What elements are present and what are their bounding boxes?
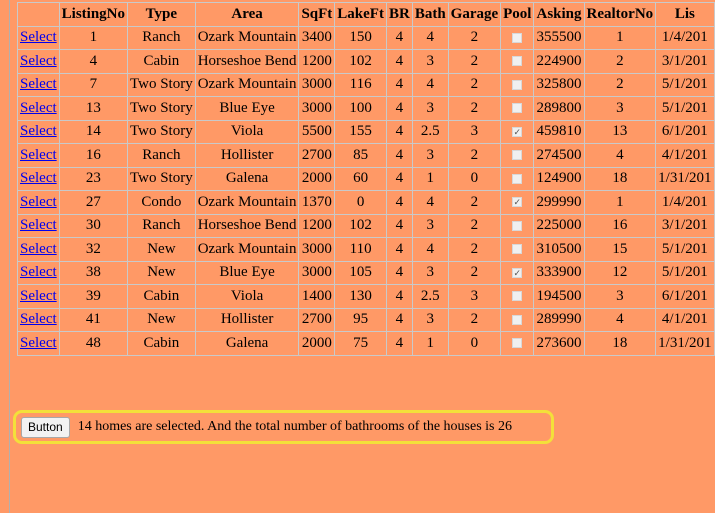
cell-listingno: 23	[59, 167, 127, 191]
cell-listingno: 48	[59, 332, 127, 356]
cell-type: Cabin	[128, 332, 196, 356]
cell-br: 4	[386, 120, 412, 144]
cell-asking: 289800	[534, 97, 584, 121]
cell-listdate: 1/31/201	[656, 167, 714, 191]
cell-realtorno: 18	[584, 332, 656, 356]
cell-bath: 4	[412, 238, 448, 262]
select-link[interactable]: Select	[20, 29, 57, 46]
cell-listdate: 5/1/201	[656, 238, 714, 262]
cell-realtorno: 4	[584, 144, 656, 168]
cell-lakeft: 95	[335, 308, 387, 332]
cell-area: Blue Eye	[195, 97, 299, 121]
select-link[interactable]: Select	[20, 52, 57, 69]
table-header-row	[18, 3, 715, 27]
cell-listingno: 14	[59, 120, 127, 144]
cell-select	[18, 261, 60, 285]
cell-asking: 310500	[534, 238, 584, 262]
cell-realtorno: 1	[584, 191, 656, 215]
header-listdate: Lis	[656, 3, 714, 27]
cell-type: Two Story	[128, 97, 196, 121]
cell-asking: 225000	[534, 214, 584, 238]
cell-area: Ozark Mountain	[195, 191, 299, 215]
pool-checkbox[interactable]: ✓	[513, 126, 522, 137]
cell-sqft: 5500	[299, 120, 335, 144]
cell-listingno: 38	[59, 261, 127, 285]
cell-realtorno: 2	[584, 73, 656, 97]
cell-select	[18, 214, 60, 238]
cell-realtorno: 4	[584, 308, 656, 332]
header-listingno: ListingNo	[59, 3, 127, 27]
cell-listdate: 5/1/201	[656, 73, 714, 97]
cell-area: Ozark Mountain	[195, 73, 299, 97]
cell-asking: 459810	[534, 120, 584, 144]
cell-type: Cabin	[128, 285, 196, 309]
table-row	[18, 308, 715, 332]
cell-listdate: 3/1/201	[656, 214, 714, 238]
cell-lakeft: 85	[335, 144, 387, 168]
cell-sqft: 3000	[299, 73, 335, 97]
cell-garage: 2	[448, 308, 500, 332]
cell-pool	[501, 285, 534, 309]
result-message: 14 homes are selected. And the total number of bathrooms of the houses is 26	[77, 419, 512, 434]
cell-br: 4	[386, 73, 412, 97]
cell-pool	[501, 261, 534, 285]
cell-type: New	[128, 238, 196, 262]
cell-sqft: 3000	[299, 238, 335, 262]
cell-realtorno: 15	[584, 238, 656, 262]
cell-br: 4	[386, 191, 412, 215]
select-link[interactable]: Select	[20, 99, 57, 116]
pool-checkbox[interactable]	[512, 338, 522, 348]
cell-pool	[501, 308, 534, 332]
cell-pool	[501, 120, 534, 144]
cell-bath: 3	[412, 50, 448, 74]
cell-listdate: 4/1/201	[656, 308, 714, 332]
select-link[interactable]: Select	[20, 76, 57, 93]
cell-realtorno: 16	[584, 214, 656, 238]
cell-type: Two Story	[128, 120, 196, 144]
cell-type: New	[128, 261, 196, 285]
cell-sqft: 1370	[299, 191, 335, 215]
table-row	[18, 332, 715, 356]
cell-select	[18, 97, 60, 121]
cell-asking: 273600	[534, 332, 584, 356]
cell-sqft: 3000	[299, 97, 335, 121]
pool-checkbox[interactable]	[512, 33, 522, 43]
cell-type: Ranch	[128, 214, 196, 238]
header-area: Area	[195, 3, 299, 27]
cell-lakeft: 102	[335, 50, 387, 74]
cell-area: Horseshoe Bend	[195, 214, 299, 238]
pool-checkbox[interactable]	[512, 221, 522, 231]
cell-pool	[501, 167, 534, 191]
cell-select	[18, 50, 60, 74]
cell-br: 4	[386, 238, 412, 262]
cell-asking: 325800	[534, 73, 584, 97]
cell-listingno: 32	[59, 238, 127, 262]
cell-pool	[501, 332, 534, 356]
cell-area: Ozark Mountain	[195, 26, 299, 50]
cell-sqft: 3000	[299, 261, 335, 285]
table-row	[18, 167, 715, 191]
cell-bath: 4	[412, 26, 448, 50]
cell-garage: 2	[448, 144, 500, 168]
table-row	[18, 97, 715, 121]
table-row	[18, 214, 715, 238]
cell-lakeft: 110	[335, 238, 387, 262]
cell-pool	[501, 144, 534, 168]
table-row	[18, 50, 715, 74]
pool-checkbox[interactable]	[512, 80, 522, 90]
cell-pool	[501, 26, 534, 50]
cell-bath: 1	[412, 167, 448, 191]
cell-type: Two Story	[128, 73, 196, 97]
cell-garage: 2	[448, 73, 500, 97]
cell-garage: 0	[448, 167, 500, 191]
cell-asking: 194500	[534, 285, 584, 309]
cell-asking: 224900	[534, 50, 584, 74]
frame-divider	[9, 0, 10, 513]
pool-checkbox[interactable]: ✓	[513, 197, 522, 208]
cell-sqft: 1400	[299, 285, 335, 309]
cell-select	[18, 26, 60, 50]
cell-pool	[501, 191, 534, 215]
select-link[interactable]: Select	[20, 217, 57, 234]
cell-select	[18, 120, 60, 144]
cell-pool	[501, 214, 534, 238]
cell-sqft: 2000	[299, 332, 335, 356]
header-realtorno: RealtorNo	[584, 3, 656, 27]
cell-select	[18, 167, 60, 191]
table-row	[18, 73, 715, 97]
pool-checkbox[interactable]	[512, 244, 522, 254]
cell-area: Viola	[195, 285, 299, 309]
cell-type: Condo	[128, 191, 196, 215]
cell-realtorno: 13	[584, 120, 656, 144]
select-link[interactable]: Select	[20, 170, 57, 187]
cell-br: 4	[386, 285, 412, 309]
cell-listingno: 39	[59, 285, 127, 309]
cell-lakeft: 0	[335, 191, 387, 215]
select-link[interactable]: Select	[20, 287, 57, 304]
cell-asking: 124900	[534, 167, 584, 191]
cell-br: 4	[386, 308, 412, 332]
cell-listdate: 6/1/201	[656, 285, 714, 309]
table-row	[18, 261, 715, 285]
cell-pool	[501, 73, 534, 97]
cell-area: Galena	[195, 332, 299, 356]
cell-lakeft: 102	[335, 214, 387, 238]
cell-listdate: 4/1/201	[656, 144, 714, 168]
table-row	[18, 238, 715, 262]
cell-type: New	[128, 308, 196, 332]
cell-pool	[501, 97, 534, 121]
cell-listdate: 5/1/201	[656, 97, 714, 121]
pool-checkbox[interactable]	[512, 291, 522, 301]
cell-select	[18, 73, 60, 97]
cell-bath: 3	[412, 214, 448, 238]
cell-realtorno: 12	[584, 261, 656, 285]
cell-br: 4	[386, 167, 412, 191]
cell-area: Hollister	[195, 308, 299, 332]
cell-realtorno: 2	[584, 50, 656, 74]
select-link[interactable]: Select	[20, 193, 57, 210]
cell-type: Cabin	[128, 50, 196, 74]
cell-sqft: 2700	[299, 308, 335, 332]
cell-realtorno: 1	[584, 26, 656, 50]
cell-asking: 289990	[534, 308, 584, 332]
cell-asking: 274500	[534, 144, 584, 168]
cell-listingno: 13	[59, 97, 127, 121]
header-bath: Bath	[412, 3, 448, 27]
cell-listingno: 16	[59, 144, 127, 168]
cell-br: 4	[386, 26, 412, 50]
cell-listingno: 1	[59, 26, 127, 50]
cell-area: Galena	[195, 167, 299, 191]
cell-br: 4	[386, 214, 412, 238]
cell-asking: 333900	[534, 261, 584, 285]
cell-select	[18, 238, 60, 262]
cell-garage: 0	[448, 332, 500, 356]
cell-bath: 3	[412, 261, 448, 285]
pool-checkbox[interactable]	[512, 56, 522, 66]
cell-sqft: 1200	[299, 214, 335, 238]
cell-listdate: 6/1/201	[656, 120, 714, 144]
cell-listingno: 27	[59, 191, 127, 215]
cell-garage: 3	[448, 285, 500, 309]
cell-br: 4	[386, 144, 412, 168]
cell-listdate: 3/1/201	[656, 50, 714, 74]
cell-bath: 3	[412, 308, 448, 332]
cell-type: Ranch	[128, 144, 196, 168]
cell-garage: 2	[448, 26, 500, 50]
header-garage: Garage	[448, 3, 500, 27]
pool-checkbox[interactable]	[512, 174, 522, 184]
pool-checkbox[interactable]	[512, 150, 522, 160]
header-pool: Pool	[501, 3, 534, 27]
cell-br: 4	[386, 332, 412, 356]
cell-bath: 2.5	[412, 285, 448, 309]
cell-br: 4	[386, 97, 412, 121]
cell-lakeft: 130	[335, 285, 387, 309]
calculate-button[interactable]: Button	[21, 417, 70, 438]
cell-select	[18, 191, 60, 215]
cell-lakeft: 155	[335, 120, 387, 144]
cell-type: Two Story	[128, 167, 196, 191]
cell-listdate: 5/1/201	[656, 261, 714, 285]
header-sqft: SqFt	[299, 3, 335, 27]
cell-garage: 2	[448, 97, 500, 121]
cell-sqft: 2000	[299, 167, 335, 191]
select-link[interactable]: Select	[20, 123, 57, 140]
table-row	[18, 26, 715, 50]
select-link[interactable]: Select	[20, 311, 57, 328]
cell-asking: 299990	[534, 191, 584, 215]
cell-garage: 2	[448, 238, 500, 262]
result-highlight	[13, 410, 554, 444]
cell-listingno: 7	[59, 73, 127, 97]
table-row	[18, 191, 715, 215]
cell-realtorno: 18	[584, 167, 656, 191]
cell-garage: 2	[448, 261, 500, 285]
cell-bath: 3	[412, 144, 448, 168]
cell-bath: 2.5	[412, 120, 448, 144]
cell-listdate: 1/4/201	[656, 191, 714, 215]
cell-sqft: 1200	[299, 50, 335, 74]
cell-listingno: 41	[59, 308, 127, 332]
cell-select	[18, 308, 60, 332]
select-link[interactable]: Select	[20, 146, 57, 163]
cell-area: Viola	[195, 120, 299, 144]
cell-listdate: 1/31/201	[656, 332, 714, 356]
listings-table	[17, 2, 715, 356]
cell-listingno: 4	[59, 50, 127, 74]
cell-bath: 3	[412, 97, 448, 121]
select-link[interactable]: Select	[20, 240, 57, 257]
cell-bath: 4	[412, 73, 448, 97]
cell-garage: 2	[448, 214, 500, 238]
cell-area: Horseshoe Bend	[195, 50, 299, 74]
cell-select	[18, 285, 60, 309]
header-br: BR	[386, 3, 412, 27]
cell-lakeft: 150	[335, 26, 387, 50]
cell-realtorno: 3	[584, 285, 656, 309]
cell-realtorno: 3	[584, 97, 656, 121]
cell-select	[18, 332, 60, 356]
cell-area: Hollister	[195, 144, 299, 168]
header-lakeft: LakeFt	[335, 3, 387, 27]
header-select	[18, 3, 60, 27]
cell-pool	[501, 238, 534, 262]
select-link[interactable]: Select	[20, 334, 57, 351]
cell-lakeft: 100	[335, 97, 387, 121]
pool-checkbox[interactable]: ✓	[513, 267, 522, 278]
cell-garage: 3	[448, 120, 500, 144]
cell-lakeft: 60	[335, 167, 387, 191]
cell-lakeft: 75	[335, 332, 387, 356]
table-row	[18, 120, 715, 144]
cell-select	[18, 144, 60, 168]
cell-br: 4	[386, 50, 412, 74]
pool-checkbox[interactable]	[512, 315, 522, 325]
table-row	[18, 144, 715, 168]
cell-sqft: 2700	[299, 144, 335, 168]
cell-sqft: 3400	[299, 26, 335, 50]
table-body	[18, 26, 715, 355]
cell-garage: 2	[448, 191, 500, 215]
cell-garage: 2	[448, 50, 500, 74]
cell-lakeft: 105	[335, 261, 387, 285]
cell-area: Blue Eye	[195, 261, 299, 285]
cell-listingno: 30	[59, 214, 127, 238]
pool-checkbox[interactable]	[512, 103, 522, 113]
header-asking: Asking	[534, 3, 584, 27]
cell-type: Ranch	[128, 26, 196, 50]
header-type: Type	[128, 3, 196, 27]
cell-bath: 1	[412, 332, 448, 356]
cell-pool	[501, 50, 534, 74]
select-link[interactable]: Select	[20, 264, 57, 281]
cell-listdate: 1/4/201	[656, 26, 714, 50]
cell-lakeft: 116	[335, 73, 387, 97]
cell-area: Ozark Mountain	[195, 238, 299, 262]
cell-asking: 355500	[534, 26, 584, 50]
cell-bath: 4	[412, 191, 448, 215]
table-row	[18, 285, 715, 309]
cell-br: 4	[386, 261, 412, 285]
